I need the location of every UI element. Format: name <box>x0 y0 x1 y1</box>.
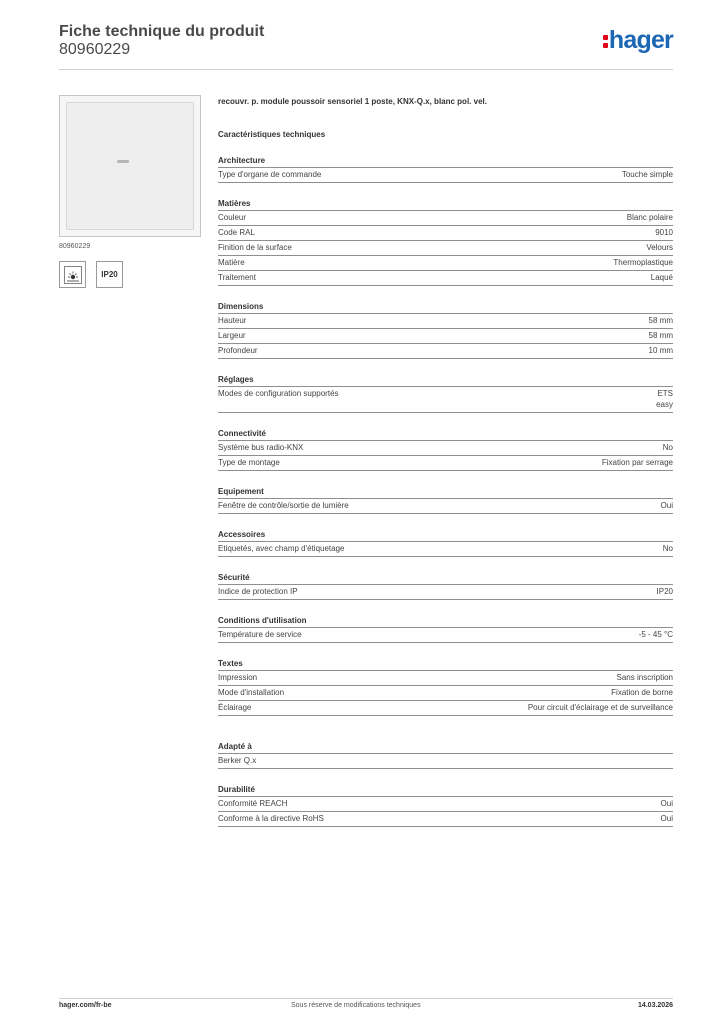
row-value-line: 10 mm <box>648 346 673 355</box>
row-value <box>651 272 673 283</box>
row-value-line: Blanc polaire <box>626 213 673 222</box>
section-title: Conditions d'utilisation <box>218 615 673 628</box>
logo-text: hager <box>608 26 673 54</box>
section <box>218 658 673 716</box>
image-caption: 80960229 <box>59 243 91 250</box>
row-value-line: Oui <box>660 799 673 808</box>
row-label: Fenêtre de contrôle/sortie de lumière <box>218 501 349 510</box>
row-value-line: Fixation par serrage <box>601 458 673 467</box>
row-label: Éclairage <box>218 703 252 712</box>
page-footer <box>59 998 673 1009</box>
row-value-line: Pour circuit d'éclairage et de surveillance <box>527 703 673 712</box>
row-label: Berker Q.x <box>218 756 257 765</box>
document-title: Fiche technique du produit <box>59 23 265 40</box>
table-row <box>218 256 673 271</box>
row-label: Profondeur <box>218 346 258 355</box>
row-value-line: Touche simple <box>621 170 673 179</box>
section-title: Equipement <box>218 486 673 499</box>
table-row <box>218 628 673 643</box>
section <box>218 741 673 769</box>
table-row <box>218 211 673 226</box>
row-value-line: ETS <box>657 389 673 398</box>
table-row <box>218 686 673 701</box>
row-value <box>611 687 673 698</box>
table-row <box>218 499 673 514</box>
row-label: Hauteur <box>218 316 247 325</box>
row-value-line: Laqué <box>650 273 673 282</box>
section <box>218 198 673 286</box>
row-value <box>613 257 673 268</box>
table-row <box>218 701 673 716</box>
row-label: Mode d'installation <box>218 688 285 697</box>
characteristics-sections <box>218 155 673 827</box>
section-title: Matières <box>218 198 673 211</box>
section <box>218 529 673 557</box>
row-label: Matière <box>218 258 245 267</box>
row-value <box>657 586 673 597</box>
row-value <box>602 457 673 468</box>
section <box>218 155 673 183</box>
row-value-line: 9010 <box>655 228 673 237</box>
section-title: Connectivité <box>218 428 673 441</box>
row-value <box>649 345 673 356</box>
row-label: Type de montage <box>218 458 280 467</box>
row-value <box>646 242 673 253</box>
section <box>218 615 673 643</box>
row-value <box>622 169 673 180</box>
table-row <box>218 168 673 183</box>
row-value <box>528 702 673 713</box>
section <box>218 572 673 600</box>
table-row <box>218 344 673 359</box>
row-label: Conformité REACH <box>218 799 288 808</box>
footer-disclaimer: Sous réserve de modifications techniques <box>291 1002 421 1009</box>
row-label: Largeur <box>218 331 246 340</box>
section <box>218 784 673 827</box>
footer-website: hager.com/fr-be <box>59 1002 112 1009</box>
row-value <box>649 330 673 341</box>
table-row <box>218 241 673 256</box>
table-row <box>218 387 673 413</box>
section <box>218 486 673 514</box>
row-label: Indice de protection IP <box>218 587 298 596</box>
table-row <box>218 441 673 456</box>
row-value <box>661 813 673 824</box>
table-row <box>218 812 673 827</box>
row-value-line: Oui <box>660 814 673 823</box>
table-row <box>218 585 673 600</box>
table-row <box>218 456 673 471</box>
table-row <box>218 542 673 557</box>
section-title: Architecture <box>218 155 673 168</box>
technical-characteristics-heading: Caractéristiques techniques <box>218 130 326 139</box>
row-label: Type d'organe de commande <box>218 170 322 179</box>
row-label: Couleur <box>218 213 247 222</box>
row-label: Modes de configuration supportés <box>218 389 339 398</box>
row-value-line: -5 - 45 °C <box>638 630 673 639</box>
row-value-line: Velours <box>646 243 673 252</box>
row-value-line: No <box>662 443 673 452</box>
row-label: Traitement <box>218 273 256 282</box>
cover-plate <box>66 102 194 230</box>
row-label: Système bus radio-KNX <box>218 443 304 452</box>
row-value-line: easy <box>656 400 673 409</box>
section <box>218 301 673 359</box>
row-value <box>663 543 673 554</box>
row-value <box>655 227 673 238</box>
row-value <box>627 212 673 223</box>
section-title: Textes <box>218 658 673 671</box>
table-row <box>218 329 673 344</box>
row-label: Conforme à la directive RoHS <box>218 814 324 823</box>
row-value-line: Fixation de borne <box>611 688 673 697</box>
page-header <box>59 22 673 70</box>
row-value-line: Thermoplastique <box>613 258 673 267</box>
product-reference: 80960229 <box>59 41 131 58</box>
ip20-badge: IP20 <box>96 261 123 288</box>
hager-logo <box>603 25 673 55</box>
row-value <box>663 442 673 453</box>
row-value-line: No <box>662 544 673 553</box>
row-value <box>656 388 673 410</box>
row-value <box>661 500 673 511</box>
section-title: Adapté à <box>218 741 673 754</box>
section-title: Réglages <box>218 374 673 387</box>
section-title: Durabilité <box>218 784 673 797</box>
section-title: Accessoires <box>218 529 673 542</box>
row-value-line: Sans inscription <box>616 673 673 682</box>
section-title: Dimensions <box>218 301 673 314</box>
table-row <box>218 797 673 812</box>
row-value-line: Oui <box>660 501 673 510</box>
led-window-icon <box>117 160 129 163</box>
row-value <box>617 672 673 683</box>
logo-dots-icon <box>603 32 608 49</box>
row-value-line: IP20 <box>656 587 673 596</box>
row-label: Code RAL <box>218 228 255 237</box>
light-window-icon <box>59 261 86 288</box>
table-row <box>218 671 673 686</box>
row-label: Finition de la surface <box>218 243 292 252</box>
table-row <box>218 271 673 286</box>
technical-data <box>218 96 673 827</box>
table-row <box>218 226 673 241</box>
section <box>218 428 673 471</box>
product-image <box>59 95 201 237</box>
table-row <box>218 314 673 329</box>
row-label: Etiquetés, avec champ d'étiquetage <box>218 544 345 553</box>
row-value <box>639 629 673 640</box>
row-value-line: 58 mm <box>648 331 673 340</box>
section <box>218 374 673 413</box>
section-title: Sécurité <box>218 572 673 585</box>
product-description: recouvr. p. module poussoir sensoriel 1 poste, KNX-Q.x, blanc pol. vel. <box>218 97 487 106</box>
row-value <box>661 798 673 809</box>
row-label: Impression <box>218 673 258 682</box>
row-label: Température de service <box>218 630 302 639</box>
table-row <box>218 754 673 769</box>
footer-date: 14.03.2026 <box>637 1002 673 1009</box>
row-value <box>649 315 673 326</box>
row-value-line: 58 mm <box>648 316 673 325</box>
